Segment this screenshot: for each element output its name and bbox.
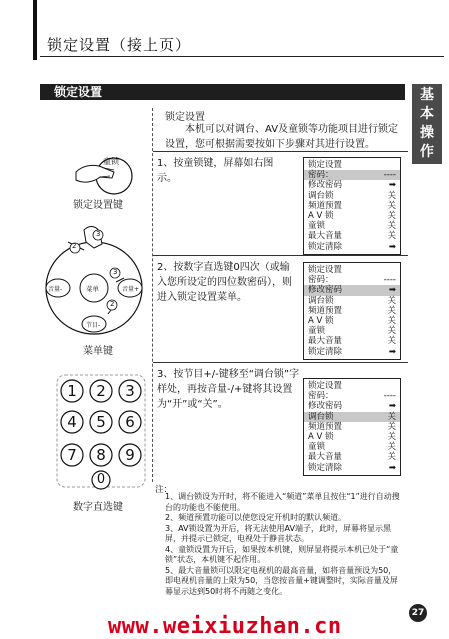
menu-row-channel-preset: 频道预置 关 xyxy=(308,421,396,432)
step-3-text: 3、按节目+/-键移至“调台锁”字样处，再按音量-/+键将其设置为“开”或“关”。 xyxy=(157,369,300,410)
step-separator xyxy=(153,151,408,152)
intro-title: 锁定设置 xyxy=(165,112,205,123)
menu-key-label: 菜单 xyxy=(86,285,99,293)
step-number: 3 xyxy=(113,268,118,276)
section-title: 锁定设置 xyxy=(54,85,103,99)
menu-row-child-lock: 童锁 关 xyxy=(308,221,396,232)
note-item: 3、AV锁设置为开后，将无法使用AV端子，此时，屏幕将显示黑屏，并提示已锁定，电视处于静音状态。 xyxy=(165,523,391,543)
menu-box-1 xyxy=(303,157,401,255)
menu-row-max-volume: 最大音量 关 xyxy=(308,231,396,242)
margin-bar xyxy=(33,0,37,60)
column-divider xyxy=(152,108,153,482)
menu-row-av-lock: A V 锁 关 xyxy=(308,316,396,327)
side-tab-char: 本 xyxy=(420,106,434,122)
menu-row-child-lock: 童锁 关 xyxy=(308,326,396,337)
menu-row-av-lock: A V 锁 关 xyxy=(308,211,396,222)
digit-key-8: 8 xyxy=(96,446,106,464)
menu-row-password: 密码： ---- xyxy=(304,170,400,180)
watermark: www.weixiuzhan.cn xyxy=(108,614,342,639)
digit-key-5: 5 xyxy=(96,413,106,431)
side-tab-text xyxy=(412,86,442,162)
menu-row-lock-clear: 锁定清除 ➡ xyxy=(308,241,396,252)
page-number: 27 xyxy=(409,604,427,622)
digit-key-2: 2 xyxy=(96,382,106,400)
page-title: 锁定设置（接上页） xyxy=(47,36,192,54)
digit-key-4: 4 xyxy=(67,413,77,431)
notes-label: 注： xyxy=(155,485,173,495)
note-item: 2、频道预置功能可以使您设定开机时的默认频道。 xyxy=(165,513,347,522)
menu-key-caption: 菜单键 xyxy=(83,346,113,357)
menu-row-tuning-lock: 调台锁 关 xyxy=(308,190,396,201)
menu-row-password: 密码： ---- xyxy=(308,275,396,286)
digit-key-6: 6 xyxy=(125,413,135,431)
menu-row-title: 锁定设置 xyxy=(308,160,343,170)
digit-key-7: 7 xyxy=(67,446,77,464)
menu-row-max-volume: 最大音量 关 xyxy=(308,336,396,347)
menu-row-channel-preset: 频道预置 关 xyxy=(308,200,396,211)
menu-row-tuning-lock: 调台锁 关 xyxy=(304,412,400,422)
menu-row-max-volume: 最大音量 关 xyxy=(308,452,396,463)
side-tab-char: 作 xyxy=(420,144,434,160)
lock-key-label: 童锁 xyxy=(103,157,119,166)
menu-box-2 xyxy=(303,262,401,360)
menu-row-change-password: 修改密码 ➡ xyxy=(304,285,400,295)
step-number: 2 xyxy=(110,300,115,308)
lock-key-caption: 锁定设置键 xyxy=(73,200,123,211)
vol-minus-label: 音量- xyxy=(48,286,63,293)
menu-row-child-lock: 童锁 关 xyxy=(308,442,396,453)
note-item: 5、最大音量锁可以限定电视机的最高音量，如将音量预设为50，即电视机音量的上限为50，当您按音量+键调整时，实际音量及屏幕显示达到50时将不再随之变化。 xyxy=(165,565,398,596)
menu-row-change-password: 修改密码 ➡ xyxy=(308,401,396,412)
menu-row-channel-preset: 频道预置 关 xyxy=(308,305,396,316)
step-1-text: 1、按童锁键，屏幕如右图示。 xyxy=(157,158,274,184)
menu-row-lock-clear: 锁定清除 ➡ xyxy=(308,346,396,357)
digit-key-9: 9 xyxy=(125,446,135,464)
digit-keys-caption: 数字直选键 xyxy=(73,502,123,513)
intro-text: 本机可以对调台、AV及童锁等功能项目进行锁定设置，您可根据需要按如下步骤对其进行设置。 xyxy=(165,124,399,150)
menu-row-lock-clear: 锁定清除 ➡ xyxy=(308,462,396,473)
menu-row-title: 锁定设置 xyxy=(308,381,343,391)
note-item: 4、童锁设置为开后，如果按本机键，则屏显将提示本机已处于“童锁”状态，本机键不起作用。 xyxy=(165,544,399,564)
menu-row-av-lock: A V 锁 关 xyxy=(308,432,396,443)
step-number: 3 xyxy=(96,230,101,238)
vol-plus-label: 音量+ xyxy=(122,286,140,293)
menu-box-3 xyxy=(303,378,401,476)
side-tab-char: 基 xyxy=(420,87,434,103)
digit-key-0: 0 xyxy=(96,472,106,487)
menu-row-title: 锁定设置 xyxy=(308,265,343,275)
menu-row-change-password: 修改密码 ➡ xyxy=(308,180,396,191)
step-2-text: 2、按数字直选键0四次（或输入您所设定的四位数密码），则进入锁定设置菜单。 xyxy=(157,262,292,303)
menu-row-tuning-lock: 调台锁 关 xyxy=(308,295,396,306)
step-number: 2 xyxy=(72,242,77,250)
title-rule xyxy=(40,56,444,57)
ch-minus-label: 节目- xyxy=(86,322,101,329)
note-item: 1、调台锁设为开时，将不能进入“频道”菜单且按住“1”进行自动搜台的功能也不能使用。 xyxy=(165,492,400,512)
notes-list xyxy=(165,492,403,597)
side-tab-char: 操 xyxy=(420,125,434,141)
menu-row-password: 密码： ---- xyxy=(308,391,396,402)
digit-key-1: 1 xyxy=(67,382,77,400)
step-separator xyxy=(153,255,408,256)
step-separator xyxy=(153,362,408,363)
digit-key-3: 3 xyxy=(125,382,135,400)
